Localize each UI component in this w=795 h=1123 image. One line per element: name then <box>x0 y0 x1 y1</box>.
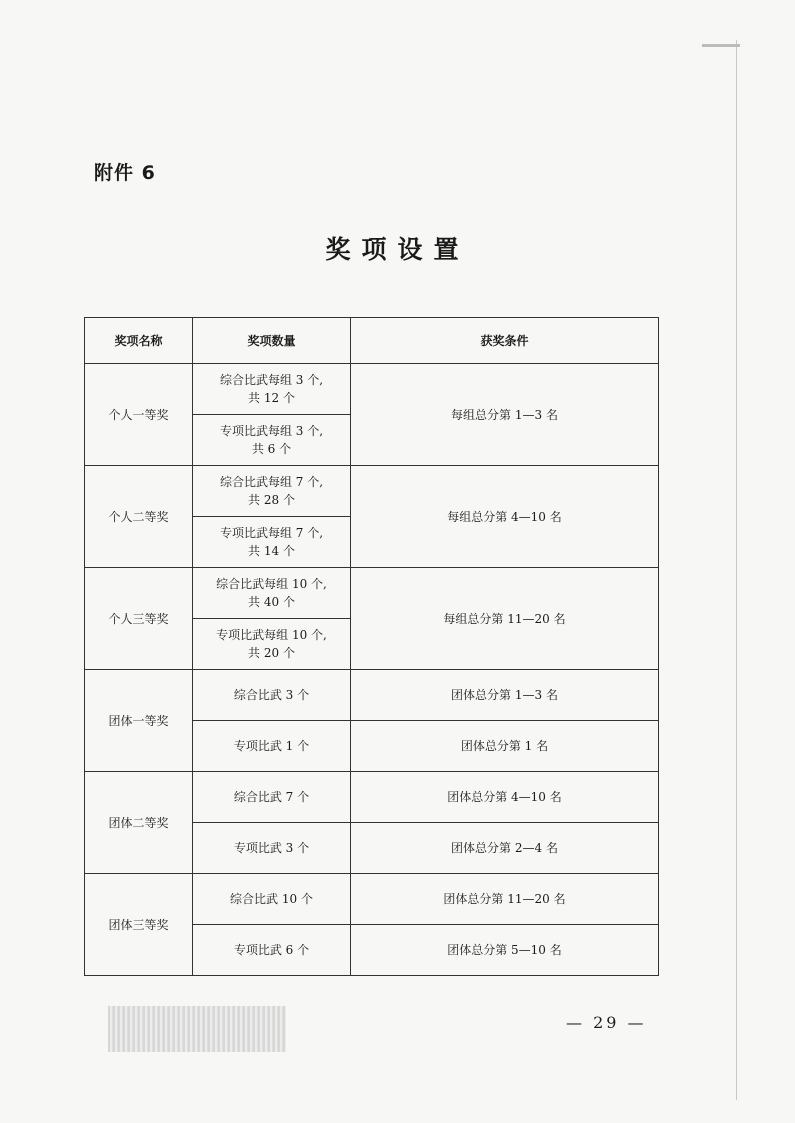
table-row <box>85 874 659 925</box>
table-row <box>85 670 659 721</box>
award-quantity: 综合比武 10 个 <box>193 874 351 925</box>
table-header-row <box>85 318 659 364</box>
award-condition: 每组总分第 1—3 名 <box>351 364 659 466</box>
page-title: 奖项设置 <box>325 235 470 264</box>
award-condition: 每组总分第 11—20 名 <box>351 568 659 670</box>
table-row <box>85 772 659 823</box>
award-quantity <box>193 568 351 619</box>
award-condition: 团体总分第 11—20 名 <box>351 874 659 925</box>
award-quantity <box>193 415 351 466</box>
award-quantity: 综合比武 3 个 <box>193 670 351 721</box>
quantity-line: 共 20 个 <box>248 646 295 660</box>
table-row <box>85 466 659 517</box>
award-condition: 团体总分第 1 名 <box>351 721 659 772</box>
scan-edge-line <box>736 40 737 1100</box>
header-award-quantity: 奖项数量 <box>193 318 351 364</box>
quantity-line: 共 14 个 <box>248 544 295 558</box>
award-quantity <box>193 466 351 517</box>
award-condition: 团体总分第 1—3 名 <box>351 670 659 721</box>
award-quantity: 专项比武 1 个 <box>193 721 351 772</box>
scan-edge-mark <box>702 44 740 47</box>
quantity-line: 专项比武每组 7 个, <box>219 526 324 540</box>
award-condition: 团体总分第 5—10 名 <box>351 925 659 976</box>
quantity-line: 综合比武每组 3 个, <box>219 373 324 387</box>
table-row <box>85 568 659 619</box>
header-award-condition: 获奖条件 <box>351 318 659 364</box>
quantity-line: 综合比武每组 7 个, <box>219 475 324 489</box>
awards-table <box>84 317 659 976</box>
quantity-line: 共 28 个 <box>248 493 295 507</box>
award-quantity: 综合比武 7 个 <box>193 772 351 823</box>
award-name: 团体三等奖 <box>85 874 193 976</box>
award-name: 团体一等奖 <box>85 670 193 772</box>
award-name: 团体二等奖 <box>85 772 193 874</box>
quantity-line: 共 12 个 <box>248 391 295 405</box>
page-number: — 29 — <box>566 1013 647 1032</box>
table-row <box>85 364 659 415</box>
award-quantity <box>193 364 351 415</box>
award-condition: 团体总分第 2—4 名 <box>351 823 659 874</box>
award-quantity: 专项比武 6 个 <box>193 925 351 976</box>
quantity-line: 共 40 个 <box>248 595 295 609</box>
scan-noise-patch <box>108 1006 286 1052</box>
award-quantity: 专项比武 3 个 <box>193 823 351 874</box>
attachment-label: 附件 6 <box>94 162 156 184</box>
award-condition: 每组总分第 4—10 名 <box>351 466 659 568</box>
award-quantity <box>193 619 351 670</box>
award-name: 个人一等奖 <box>85 364 193 466</box>
award-condition: 团体总分第 4—10 名 <box>351 772 659 823</box>
quantity-line: 专项比武每组 3 个, <box>219 424 324 438</box>
award-quantity <box>193 517 351 568</box>
header-award-name: 奖项名称 <box>85 318 193 364</box>
quantity-line: 共 6 个 <box>251 442 292 456</box>
quantity-line: 专项比武每组 10 个, <box>216 628 327 642</box>
award-name: 个人二等奖 <box>85 466 193 568</box>
award-name: 个人三等奖 <box>85 568 193 670</box>
quantity-line: 综合比武每组 10 个, <box>216 577 327 591</box>
